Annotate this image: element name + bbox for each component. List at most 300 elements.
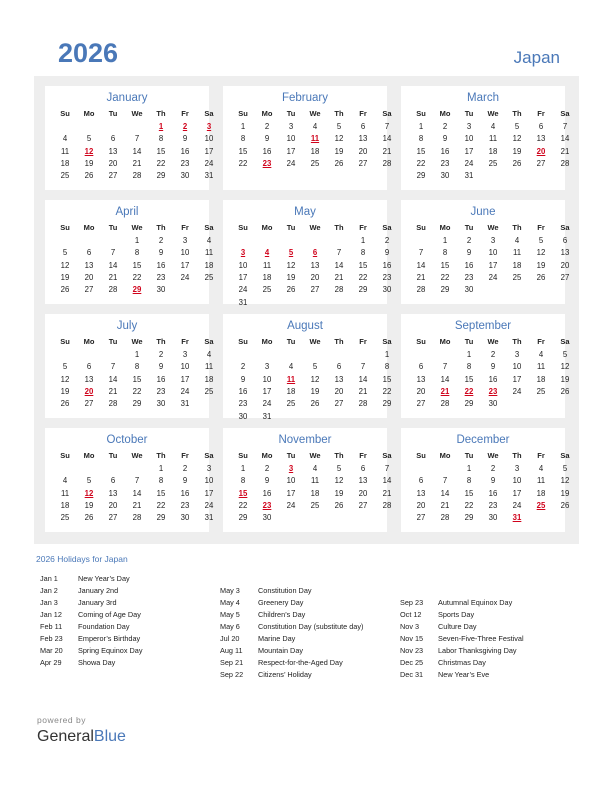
weekday-header: Mo [83, 337, 95, 346]
holiday-entry [40, 610, 141, 619]
day-cell: 17 [512, 488, 522, 498]
day-cell: 10 [180, 248, 190, 258]
holiday-name: Constitution Day (substitute day) [258, 622, 364, 631]
weekday-header: Mo [439, 337, 451, 346]
holiday-date: Nov 3 [400, 622, 420, 631]
day-cell: 2 [442, 122, 448, 131]
day-cell: 6 [562, 236, 568, 245]
day-cell: 11 [60, 146, 70, 156]
day-cell: 5 [86, 134, 92, 144]
day-cell: 10 [204, 134, 214, 144]
day-cell: 1 [360, 236, 366, 245]
day-cell: 24 [488, 272, 498, 282]
day-cell: 22 [156, 500, 166, 510]
day-cell: 15 [440, 260, 450, 270]
weekday-header: Th [156, 223, 166, 232]
day-cell: 2 [158, 236, 164, 245]
weekday-header: Fr [359, 223, 367, 232]
day-cell: 5 [312, 362, 318, 372]
day-cell: 28 [108, 399, 118, 409]
holiday-entry [40, 586, 118, 595]
holiday-entry [220, 598, 303, 607]
weekday-header: Mo [83, 109, 95, 118]
day-cell: 16 [440, 146, 450, 156]
day-cell: 29 [464, 513, 474, 523]
day-cell: 11 [60, 488, 70, 498]
month-name: November [278, 434, 332, 446]
holiday-entry [220, 634, 295, 643]
weekday-header: Fr [181, 109, 189, 118]
day-cell: 25 [286, 399, 296, 409]
day-cell: 16 [156, 374, 166, 384]
day-cell: 11 [204, 248, 214, 258]
holidays-title: 2026 Holidays for Japan [36, 554, 128, 564]
day-cell: 4 [538, 464, 544, 473]
holiday-day-cell: 2 [182, 122, 188, 131]
holiday-name: Seven-Five-Three Festival [438, 634, 524, 643]
day-cell: 7 [562, 122, 568, 131]
day-cell: 13 [536, 134, 546, 144]
weekday-header: We [487, 223, 499, 232]
holiday-entry [40, 574, 130, 583]
month-september [401, 314, 570, 418]
day-cell: 16 [180, 488, 190, 498]
day-cell: 21 [334, 272, 344, 282]
day-cell: 27 [536, 158, 546, 168]
day-cell: 12 [60, 260, 70, 270]
day-cell: 3 [182, 236, 188, 245]
day-cell: 6 [538, 122, 544, 131]
day-cell: 29 [156, 513, 166, 523]
weekday-header: Fr [537, 451, 545, 460]
day-cell: 21 [132, 500, 142, 510]
day-cell: 5 [514, 122, 520, 131]
day-cell: 18 [60, 500, 70, 510]
day-cell: 15 [416, 146, 426, 156]
day-cell: 2 [384, 236, 390, 245]
day-cell: 16 [156, 260, 166, 270]
day-cell: 13 [84, 374, 94, 384]
weekday-header: Sa [560, 109, 570, 118]
day-cell: 20 [416, 386, 426, 396]
day-cell: 12 [512, 134, 522, 144]
weekday-header: Su [416, 223, 426, 232]
weekday-header: Su [416, 451, 426, 460]
day-cell: 25 [310, 500, 320, 510]
day-cell: 15 [464, 488, 474, 498]
day-cell: 30 [262, 513, 272, 523]
day-cell: 8 [240, 134, 246, 144]
day-cell: 4 [62, 476, 68, 486]
day-cell: 15 [132, 260, 142, 270]
day-cell: 18 [512, 260, 522, 270]
day-cell: 22 [464, 500, 474, 510]
day-cell: 23 [180, 158, 190, 168]
weekday-header: Su [238, 223, 248, 232]
day-cell: 10 [286, 476, 296, 486]
holiday-day-cell: 23 [488, 386, 498, 396]
holiday-date: Sep 23 [400, 598, 424, 607]
holiday-day-cell: 11 [310, 134, 320, 144]
day-cell: 20 [560, 260, 570, 270]
day-cell: 29 [382, 399, 392, 409]
day-cell: 7 [360, 362, 366, 372]
day-cell: 26 [84, 513, 94, 523]
day-cell: 9 [182, 134, 188, 144]
day-cell: 25 [512, 272, 522, 282]
day-cell: 9 [264, 134, 270, 144]
day-cell: 22 [132, 386, 142, 396]
day-cell: 23 [156, 386, 166, 396]
day-cell: 3 [514, 464, 520, 473]
day-cell: 13 [358, 476, 368, 486]
day-cell: 21 [358, 386, 368, 396]
weekday-header: Th [156, 337, 166, 346]
holiday-name: Constitution Day [258, 586, 312, 595]
day-cell: 25 [536, 386, 546, 396]
holiday-date: Oct 12 [400, 610, 422, 619]
day-cell: 16 [464, 260, 474, 270]
month-december [401, 428, 570, 532]
weekday-header: We [131, 337, 143, 346]
day-cell: 8 [466, 476, 472, 486]
holiday-name: Culture Day [438, 622, 477, 631]
weekday-header: Mo [83, 451, 95, 460]
day-cell: 21 [382, 488, 392, 498]
day-cell: 6 [418, 362, 424, 372]
day-cell: 12 [334, 134, 344, 144]
brand-general: General [37, 728, 94, 745]
holiday-date: Jan 12 [40, 610, 62, 619]
holiday-name: New Year’s Eve [438, 670, 490, 679]
day-cell: 18 [310, 488, 320, 498]
holiday-entry [40, 622, 130, 631]
weekday-header: We [487, 109, 499, 118]
day-cell: 8 [134, 248, 140, 258]
day-cell: 6 [86, 362, 92, 372]
holiday-day-cell: 12 [84, 146, 94, 156]
day-cell: 24 [180, 272, 190, 282]
day-cell: 29 [416, 171, 426, 181]
day-cell: 7 [442, 362, 448, 372]
holiday-name: Respect-for-the-Aged Day [258, 658, 343, 667]
weekday-header: Su [60, 451, 70, 460]
day-cell: 2 [240, 362, 246, 372]
day-cell: 25 [204, 386, 214, 396]
day-cell: 27 [334, 399, 344, 409]
weekday-header: Sa [382, 337, 392, 346]
month-name: February [281, 92, 329, 104]
weekday-header: Tu [108, 337, 118, 346]
holiday-date: Feb 23 [40, 634, 63, 643]
day-cell: 3 [514, 350, 520, 359]
holiday-date: May 4 [220, 598, 240, 607]
day-cell: 30 [440, 171, 450, 181]
day-cell: 13 [84, 260, 94, 270]
weekday-header: Su [60, 109, 70, 118]
day-cell: 8 [158, 476, 164, 486]
day-cell: 3 [182, 350, 188, 359]
day-cell: 26 [560, 500, 570, 510]
generalblue-logo[interactable] [37, 728, 126, 746]
day-cell: 12 [310, 374, 320, 384]
day-cell: 9 [182, 476, 188, 486]
holiday-day-cell: 20 [84, 386, 94, 396]
weekday-header: Sa [204, 109, 214, 118]
holiday-name: Christmas Day [438, 658, 486, 667]
weekday-header: Tu [286, 223, 296, 232]
day-cell: 29 [132, 399, 142, 409]
day-cell: 19 [310, 386, 320, 396]
weekday-header: Th [334, 223, 344, 232]
day-cell: 26 [512, 158, 522, 168]
weekday-header: Tu [108, 223, 118, 232]
day-cell: 22 [238, 158, 248, 168]
month-march [401, 86, 570, 190]
day-cell: 14 [440, 374, 450, 384]
day-cell: 16 [262, 488, 272, 498]
day-cell: 14 [382, 134, 392, 144]
day-cell: 9 [490, 362, 496, 372]
day-cell: 7 [384, 464, 390, 473]
day-cell: 21 [108, 272, 118, 282]
day-cell: 10 [238, 260, 248, 270]
day-cell: 18 [204, 260, 214, 270]
month-january [45, 86, 214, 190]
day-cell: 29 [440, 285, 450, 295]
holiday-name: Mountain Day [258, 646, 304, 655]
day-cell: 24 [204, 158, 214, 168]
holiday-date: Jan 3 [40, 598, 58, 607]
day-cell: 22 [358, 272, 368, 282]
month-name: April [115, 206, 139, 218]
day-cell: 9 [158, 248, 164, 258]
day-cell: 27 [310, 285, 320, 295]
day-cell: 17 [464, 146, 474, 156]
holiday-entry [400, 646, 517, 655]
day-cell: 31 [464, 171, 474, 181]
day-cell: 9 [264, 476, 270, 486]
holiday-date: Jan 2 [40, 586, 58, 595]
day-cell: 9 [384, 248, 390, 258]
day-cell: 1 [466, 350, 472, 359]
day-cell: 21 [560, 146, 570, 156]
holiday-date: Mar 20 [40, 646, 63, 655]
holiday-name: Emperor’s Birthday [78, 634, 141, 643]
day-cell: 17 [512, 374, 522, 384]
day-cell: 17 [262, 386, 272, 396]
day-cell: 2 [466, 236, 472, 245]
day-cell: 24 [464, 158, 474, 168]
day-cell: 28 [358, 399, 368, 409]
holiday-name: Foundation Day [78, 622, 130, 631]
weekday-header: Sa [560, 451, 570, 460]
month-april [45, 200, 214, 304]
day-cell: 5 [62, 362, 68, 372]
day-cell: 9 [240, 374, 246, 384]
day-cell: 19 [560, 374, 570, 384]
weekday-header: Tu [286, 109, 296, 118]
day-cell: 14 [108, 260, 118, 270]
holiday-day-cell: 5 [288, 248, 294, 258]
weekday-header: Th [334, 109, 344, 118]
day-cell: 6 [418, 476, 424, 486]
day-cell: 4 [206, 350, 212, 359]
calendar-year: 2026 [58, 38, 119, 68]
day-cell: 5 [62, 248, 68, 258]
day-cell: 1 [134, 236, 140, 245]
day-cell: 25 [488, 158, 498, 168]
day-cell: 9 [466, 248, 472, 258]
day-cell: 16 [262, 146, 272, 156]
day-cell: 8 [158, 134, 164, 144]
holiday-entry [220, 646, 303, 655]
day-cell: 26 [84, 171, 94, 181]
holiday-day-cell: 6 [312, 248, 318, 258]
day-cell: 11 [204, 362, 214, 372]
weekday-header: Sa [204, 451, 214, 460]
day-cell: 26 [560, 386, 570, 396]
month-name: August [287, 320, 323, 332]
day-cell: 21 [440, 500, 450, 510]
day-cell: 30 [180, 171, 190, 181]
day-cell: 16 [238, 386, 248, 396]
day-cell: 2 [490, 464, 496, 473]
weekday-header: Th [156, 451, 166, 460]
holiday-day-cell: 31 [512, 513, 522, 523]
day-cell: 30 [156, 399, 166, 409]
holiday-name: Spring Equinox Day [78, 646, 143, 655]
weekday-header: We [131, 109, 143, 118]
day-cell: 6 [360, 464, 366, 473]
weekday-header: Th [334, 451, 344, 460]
day-cell: 10 [262, 374, 272, 384]
day-cell: 1 [240, 122, 246, 131]
month-october [45, 428, 214, 532]
day-cell: 28 [334, 285, 344, 295]
day-cell: 19 [560, 488, 570, 498]
holiday-date: May 6 [220, 622, 240, 631]
day-cell: 28 [416, 285, 426, 295]
day-cell: 6 [360, 122, 366, 131]
day-cell: 25 [310, 158, 320, 168]
day-cell: 15 [238, 146, 248, 156]
day-cell: 11 [536, 476, 546, 486]
month-november [223, 428, 392, 532]
weekday-header: Th [156, 109, 166, 118]
day-cell: 14 [560, 134, 570, 144]
day-cell: 10 [488, 248, 498, 258]
day-cell: 4 [490, 122, 496, 131]
holiday-entry [40, 658, 115, 667]
weekday-header: Mo [439, 451, 451, 460]
day-cell: 4 [62, 134, 68, 144]
day-cell: 2 [264, 122, 270, 131]
weekday-header: Mo [261, 109, 273, 118]
holiday-name: Autumnal Equinox Day [438, 598, 513, 607]
day-cell: 27 [416, 399, 426, 409]
holiday-day-cell: 3 [240, 248, 246, 258]
day-cell: 16 [488, 374, 498, 384]
holiday-entry [220, 670, 312, 679]
day-cell: 22 [156, 158, 166, 168]
day-cell: 21 [382, 146, 392, 156]
day-cell: 5 [336, 464, 342, 473]
month-name: July [116, 320, 138, 332]
day-cell: 12 [286, 260, 296, 270]
day-cell: 18 [488, 146, 498, 156]
month-may [223, 200, 392, 307]
holiday-day-cell: 25 [536, 500, 546, 510]
day-cell: 6 [110, 134, 116, 144]
day-cell: 21 [416, 272, 426, 282]
day-cell: 8 [240, 476, 246, 486]
day-cell: 31 [262, 411, 272, 421]
day-cell: 10 [180, 362, 190, 372]
holiday-date: Sep 22 [220, 670, 244, 679]
day-cell: 18 [286, 386, 296, 396]
day-cell: 7 [384, 122, 390, 131]
day-cell: 17 [286, 488, 296, 498]
holiday-entry [400, 598, 512, 607]
holiday-entry [220, 586, 312, 595]
holiday-day-cell: 4 [264, 248, 270, 258]
day-cell: 20 [416, 500, 426, 510]
day-cell: 20 [108, 500, 118, 510]
day-cell: 23 [238, 399, 248, 409]
day-cell: 8 [384, 362, 390, 372]
weekday-header: Sa [382, 223, 392, 232]
day-cell: 7 [134, 134, 140, 144]
day-cell: 13 [108, 488, 118, 498]
holiday-name: Citizens’ Holiday [258, 670, 312, 679]
day-cell: 8 [466, 362, 472, 372]
day-cell: 19 [334, 488, 344, 498]
day-cell: 8 [360, 248, 366, 258]
day-cell: 24 [512, 500, 522, 510]
day-cell: 1 [240, 464, 246, 473]
day-cell: 19 [84, 500, 94, 510]
day-cell: 3 [264, 362, 270, 372]
holiday-entry [400, 670, 489, 679]
holiday-day-cell: 20 [536, 146, 546, 156]
weekday-header: Sa [204, 223, 214, 232]
day-cell: 18 [60, 158, 70, 168]
day-cell: 27 [358, 500, 368, 510]
weekday-header: Tu [464, 109, 474, 118]
day-cell: 13 [416, 374, 426, 384]
holiday-entry [220, 658, 343, 667]
day-cell: 4 [312, 122, 318, 131]
day-cell: 12 [536, 248, 546, 258]
day-cell: 11 [512, 248, 522, 258]
day-cell: 4 [514, 236, 520, 245]
weekday-header: Tu [464, 337, 474, 346]
month-name: September [454, 320, 512, 332]
day-cell: 22 [132, 272, 142, 282]
day-cell: 19 [512, 146, 522, 156]
day-cell: 11 [262, 260, 272, 270]
weekday-header: Sa [560, 337, 570, 346]
weekday-header: Su [238, 109, 248, 118]
weekday-header: Su [238, 337, 248, 346]
day-cell: 15 [464, 374, 474, 384]
month-name: January [106, 92, 148, 104]
day-cell: 24 [262, 399, 272, 409]
holiday-date: May 3 [220, 586, 240, 595]
day-cell: 15 [358, 260, 368, 270]
holiday-name: January 3rd [78, 598, 117, 607]
